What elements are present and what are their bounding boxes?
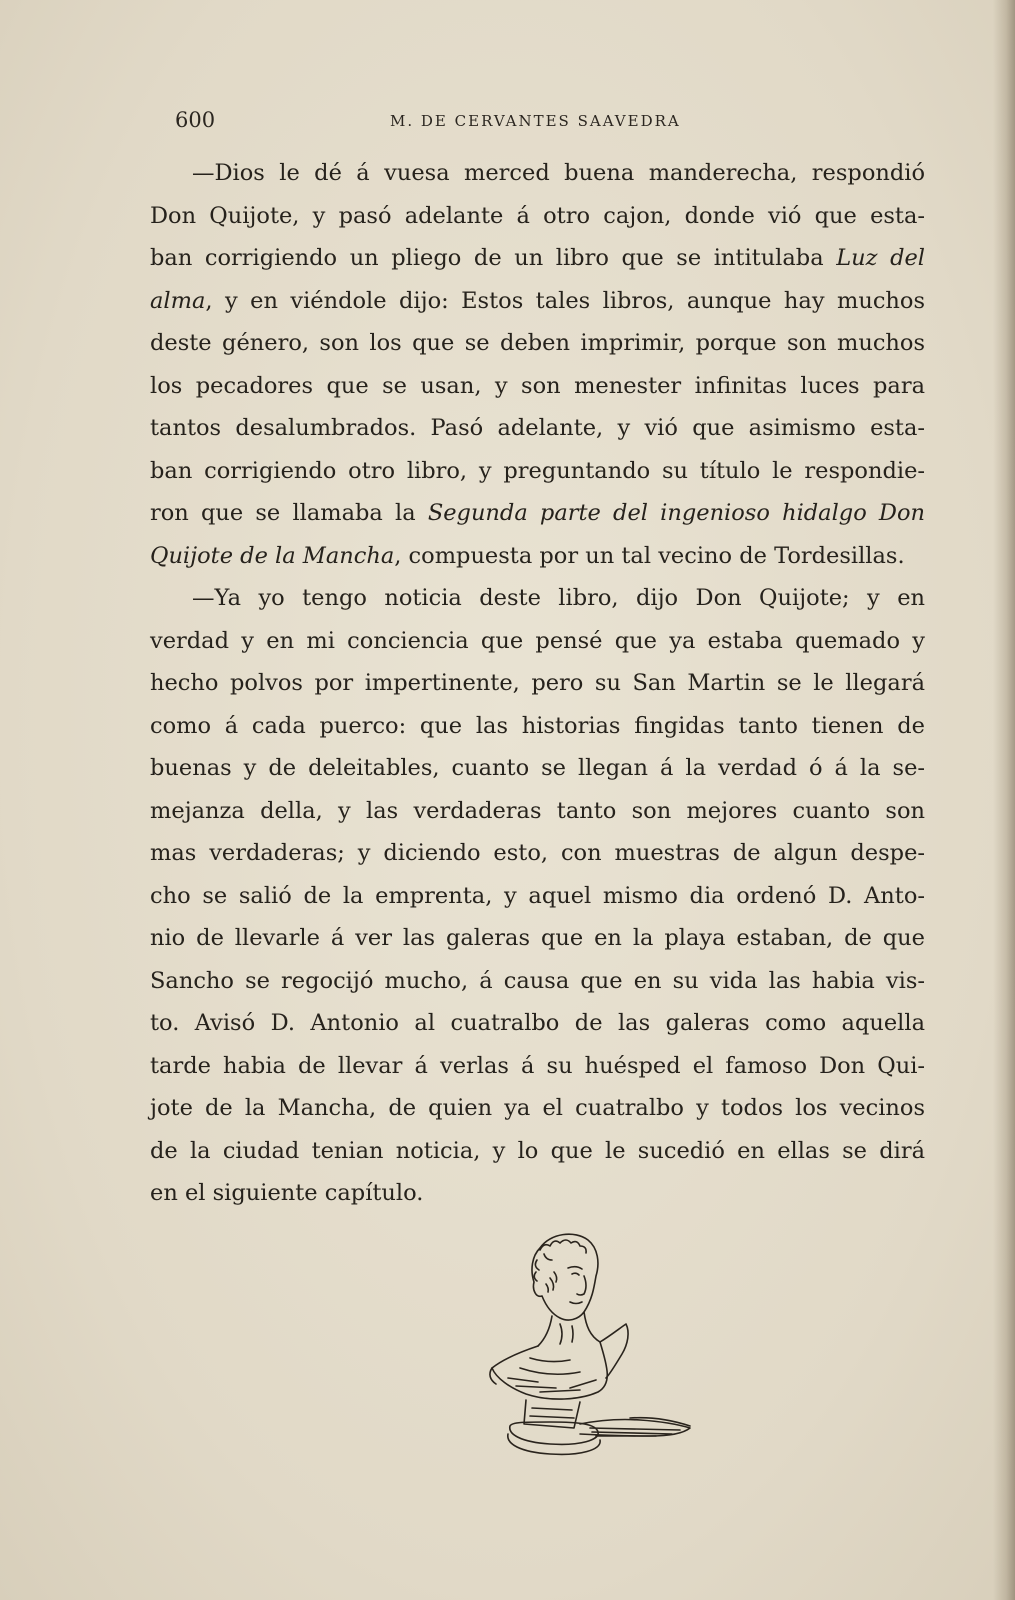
text-line: mejanza della, y las verdaderas tanto son mejores cuanto son [150,797,925,824]
italic-book-title: Luz del [836,245,925,271]
text-line: verdad y en mi conciencia que pensé que ya estaba quemado y [150,627,925,654]
text-line: to. Avisó D. Antonio al cuatralbo de las galeras como aquella [150,1010,925,1036]
text-line: de la ciudad tenian noticia, y lo que le sucedió en ellas se dirá [150,1137,925,1164]
text-line: como á cada puerco: que las historias fingidas tanto tienen de [150,712,925,739]
text-line: Sancho se regocijó mucho, á causa que en su vida las habia vis- [150,967,925,994]
text-line: hecho polvos por impertinente, pero su San Martin se le llegará [150,670,925,696]
text-line: Don Quijote, y pasó adelante á otro cajon, donde vió que esta- [150,202,925,229]
text-line: jote de la Mancha, de quien ya el cuatralbo y todos los vecinos [150,1095,925,1121]
bust-engraving [480,1228,700,1468]
text-line: —Ya yo tengo noticia deste libro, dijo Don Quijote; y en [192,585,925,611]
text-line: mas verdaderas; y diciendo esto, con muestras de algun despe- [150,840,925,866]
text-line [150,492,925,535]
page-number: 600 [175,108,216,132]
body-text [150,152,925,1215]
line-text: , y en viéndole dijo: Estos tales libros, aunque hay muchos [205,287,925,314]
text-line: los pecadores que se usan, y son menester infinitas luces para [150,372,925,399]
text-line: tarde habia de llevar á verlas á su huésped el famoso Don Qui- [150,1052,925,1079]
text-line: en el siguiente capítulo. [150,1180,424,1206]
text-line [150,237,925,280]
text-line: cho se salió de la emprenta, y aquel mismo dia ordenó D. Anto- [150,882,925,909]
page-header [175,108,695,138]
italic-book-title: alma [150,287,206,314]
text-line: ban corrigiendo otro libro, y preguntando su título le respondie- [150,457,925,484]
text-line [150,535,925,578]
text-line: nio de llevarle á ver las galeras que en la playa estaban, de que [150,925,925,951]
text-line: tantos desalumbrados. Pasó adelante, y vió que asimismo esta- [150,415,925,441]
text-line: deste género, son los que se deben imprimir, porque son muchos [150,330,925,356]
running-head: M. DE CERVANTES SAAVEDRA [390,112,681,130]
line-text: , compuesta por un tal vecino de Tordesillas. [394,542,905,569]
italic-book-title: Quijote de la Mancha [150,542,395,569]
page-edge-shadow [993,0,1015,1600]
text-line: —Dios le dé á vuesa merced buena manderecha, respondió [192,160,925,186]
text-line [150,280,925,323]
text-line: buenas y de deleitables, cuanto se llegan á la verdad ó á la se- [150,755,925,781]
line-text: ron que se llamaba la [150,500,428,526]
line-text: ban corrigiendo un pliego de un libro que se intitulaba [150,245,837,271]
italic-book-title: Segunda parte del ingenioso hidalgo Don [427,500,926,526]
